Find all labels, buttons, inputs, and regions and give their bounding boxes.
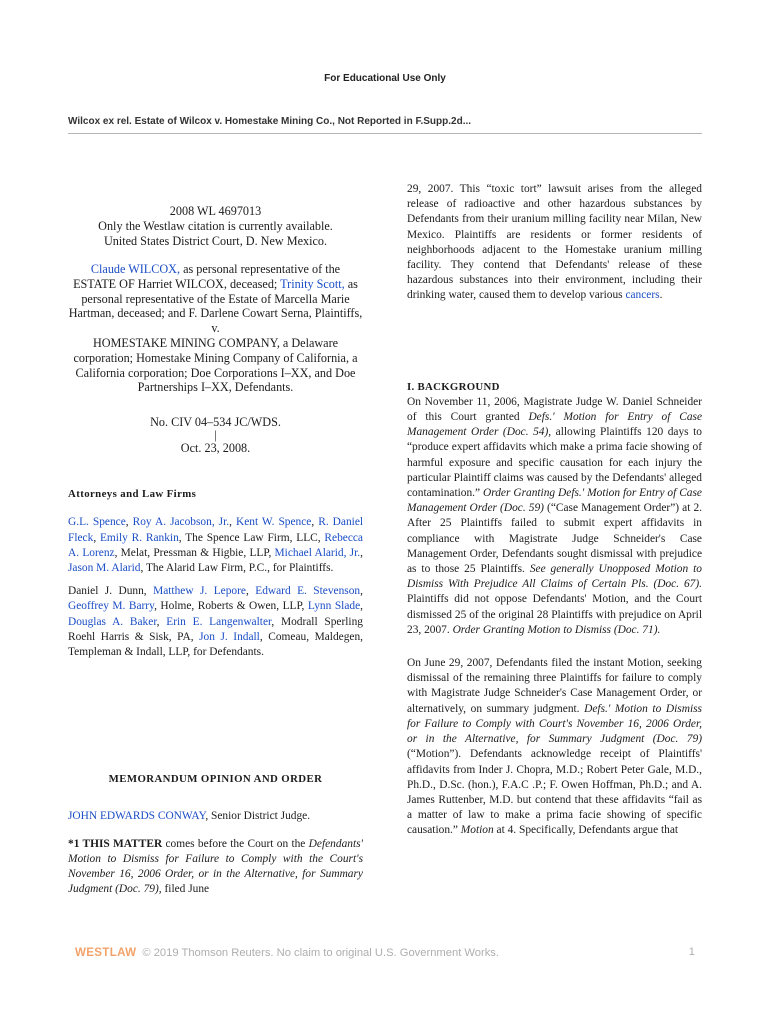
decision-date: Oct. 23, 2008. [180, 441, 251, 456]
attorney-sep: , [125, 516, 133, 529]
attorney-firm: , The Spence Law Firm, LLC, [178, 531, 325, 544]
attorney-link[interactable]: Emily R. Rankin [99, 531, 179, 544]
attorney-link[interactable]: Matthew J. Lepore [153, 585, 246, 598]
versus: v. [211, 321, 220, 336]
paragraph-text: allowing Plaintiffs 120 days to “produce expert affidavits which make a prima facie showing of harmful exposure and specific causation for each injury the particular Plaintiff claims was caused by the Defendants' alleged contamination.” [407, 426, 702, 500]
defendant-attorneys [68, 584, 363, 660]
attorney-link[interactable]: Jon J. Indall [199, 630, 260, 643]
attorney-link[interactable]: Geoffrey M. Barry [68, 600, 155, 613]
left-column [68, 160, 363, 897]
attorney-firm: , Modrall Sperling Roehl Harris & Sisk, PA, [68, 615, 363, 643]
docket-number: No. CIV 04–534 JC/WDS. [150, 415, 281, 430]
availability-note: Only the Westlaw citation is currently available. [98, 219, 333, 233]
attorney-firm: , Comeau, Maldegen, Templeman & Indall, LLP, for Defendants. [68, 630, 363, 658]
party-link-trinity-scott[interactable]: Trinity Scott, [280, 276, 345, 291]
defendants-caption: HOMESTAKE MINING COMPANY, a Delaware corporation; Homestake Mining Company of California, a California corporation; Doe Corporations I–XX, and Doe Partnerships I–XX, Defendants. [73, 335, 358, 395]
attorney-link[interactable]: Rebecca A. Lorenz [68, 531, 363, 559]
citation-italic: See generally Unopposed Motion to Dismiss With Prejudice All Claims of Certain Pls. (Doc. 67). [407, 563, 702, 591]
background-heading: I. BACKGROUND [407, 380, 500, 393]
citation-italic: Order Granting Defs.' Motion for Entry of Case Management Order (Doc. 59) [407, 487, 702, 515]
plaintiff-attorneys [68, 515, 363, 576]
citation-italic: Defs.' Motion to Dismiss for Failure to Comply with Court's November 16, 2006 Order, or in the Alternative, for Summary Judgment (Doc. 79) [407, 702, 702, 746]
westlaw-logo: WESTLAW [75, 946, 137, 959]
judge-title: , Senior District Judge. [205, 810, 311, 823]
header-divider [68, 133, 702, 134]
motion-paragraph [407, 656, 702, 838]
court-name: United States District Court, D. New Mexico. [103, 234, 328, 248]
attorney-link[interactable]: Jason M. Alarid [68, 561, 141, 574]
attorney-sep: , [156, 615, 167, 628]
attorney-text: Daniel J. Dunn, [68, 585, 154, 598]
attorney-sep: , [93, 531, 100, 544]
educational-use-notice: For Educational Use Only [324, 73, 446, 84]
attorney-link[interactable]: Michael Alarid, Jr. [274, 546, 361, 559]
citation-italic: Defs.' Motion for Entry of Case Management Order (Doc. 54), [407, 411, 702, 439]
attorney-link[interactable]: R. Daniel Fleck [68, 516, 364, 544]
attorney-firm: , Melat, Pressman & Higbie, LLP, [114, 546, 275, 559]
citation-italic: Order Granting Motion to Dismiss (Doc. 71). [452, 623, 661, 636]
judge-line [68, 809, 363, 824]
paragraph-text: On June 29, 2007, Defendants filed the instant Motion, seeking dismissal of the remaining three Plaintiffs for failure to comply with Magistrate Judge Schneider's Case Management Order, or alternatively, on summary judgment. [407, 657, 702, 715]
docket-divider: | [214, 428, 217, 443]
attorney-link[interactable]: Edward E. Stevenson [255, 585, 361, 598]
westlaw-citation: 2008 WL 4697013 [169, 204, 262, 218]
party1-description: as personal representative of the ESTATE OF Harriet WILCOX, deceased; [73, 262, 341, 291]
page-footer [75, 946, 702, 962]
paragraph-text: (“Motion”). Defendants acknowledge receipt of Plaintiffs' affidavits from Inder J. Chopra, M.D.; Robert Peter Gale, M.D., Ph.D., D.Sc. (hon.), F.A.C .P.; F. Owen Hoffman, Ph.D.; and A. James Ruttenber, M.D. but contend that these affidavits “fail as a matter of law to make a prima facie showing of specific causation.” [407, 748, 702, 837]
attorney-link[interactable]: Erin E. Langenwalter [166, 615, 272, 628]
party2-description: as personal representative of the Estate of Marcella Marie Hartman, deceased; and F. Darlene Cowart Serna, Plaintiffs, [68, 276, 363, 321]
citation-italic: Motion [460, 824, 494, 837]
attorney-link[interactable]: G.L. Spence [68, 516, 126, 529]
attorney-sep: , [360, 585, 363, 598]
attorney-link[interactable]: Lynn Slade [307, 600, 361, 613]
paragraph-text: filed June [161, 883, 210, 896]
judge-link[interactable]: JOHN EDWARDS CONWAY [68, 810, 206, 823]
paragraph-text: On November 11, 2006, Magistrate Judge W. Daniel Schneider of this Court granted [407, 395, 702, 424]
attorney-firm: , Holme, Roberts & Owen, LLP, [154, 600, 308, 613]
attorneys-heading: Attorneys and Law Firms [68, 488, 197, 501]
party-caption [68, 262, 363, 395]
copyright-notice: © 2019 Thomson Reuters. No claim to original U.S. Government Works. [142, 947, 500, 959]
paragraph-text: (“Case Management Order”) at 2. After 25 Plaintiffs failed to submit expert affidavits in compliance with Magistrate Judge Schneider's Case Management Order, Defendants sought dismissal with prejudice as to those 25 Plaintiffs. [407, 502, 703, 576]
attorney-sep: , [311, 516, 319, 529]
case-title-header: Wilcox ex rel. Estate of Wilcox v. Homestake Mining Co., Not Reported in F.Supp.2d... [68, 116, 472, 127]
opinion-paragraph-1 [68, 837, 363, 898]
motion-title: Defendants' Motion to Dismiss for Failure to Comply with the Court's November 16, 2006 Order, or in the Alternative, for Summary Judgment (Doc. 79), [68, 837, 363, 896]
memorandum-heading: MEMORANDUM OPINION AND ORDER [108, 773, 323, 786]
cancers-link[interactable]: cancers [625, 289, 660, 302]
attorney-sep: , [245, 585, 256, 598]
party-link-claude-wilcox[interactable]: Claude WILCOX, [90, 262, 181, 276]
attorney-link[interactable]: Roy A. Jacobson, Jr. [132, 516, 230, 529]
attorney-link[interactable]: Douglas A. Baker [68, 615, 157, 628]
star-page-marker: *1 THIS MATTER [68, 837, 163, 850]
paragraph-text: comes before the Court on the [162, 837, 309, 850]
paragraph-text: 29, 2007. This “toxic tort” lawsuit arises from the alleged release of radioactive and other hazardous substances by Defendants from their uranium milling facility near Milan, New Mexico. Plaintiffs are residents or former residents of neighborhoods adjacent to the Homestake uranium milling facility. They contend that Defendants' release of these hazardous substances into their environment, including their drinking water, caused them to develop various [407, 183, 702, 302]
right-column [407, 182, 702, 839]
attorney-sep: , [360, 546, 363, 559]
paragraph-text: Plaintiffs did not oppose Defendants' Motion, and the Court dismissed 25 of the original 28 Plaintiffs with prejudice on April 23, 2007. [407, 593, 702, 636]
opinion-paragraph-1-cont [407, 182, 702, 304]
attorney-sep: , [229, 516, 236, 529]
attorney-firm: , The Alarid Law Firm, P.C., for Plaintiffs. [140, 561, 334, 574]
citation-block [68, 204, 363, 249]
paragraph-text: at 4. Specifically, Defendants argue that [493, 824, 679, 837]
paragraph-text: . [659, 289, 663, 302]
background-paragraph [407, 395, 702, 638]
attorney-link[interactable]: Kent W. Spence [235, 516, 312, 529]
attorney-sep: , [360, 600, 363, 613]
page-number: 1 [688, 946, 695, 958]
docket-block [68, 415, 363, 456]
